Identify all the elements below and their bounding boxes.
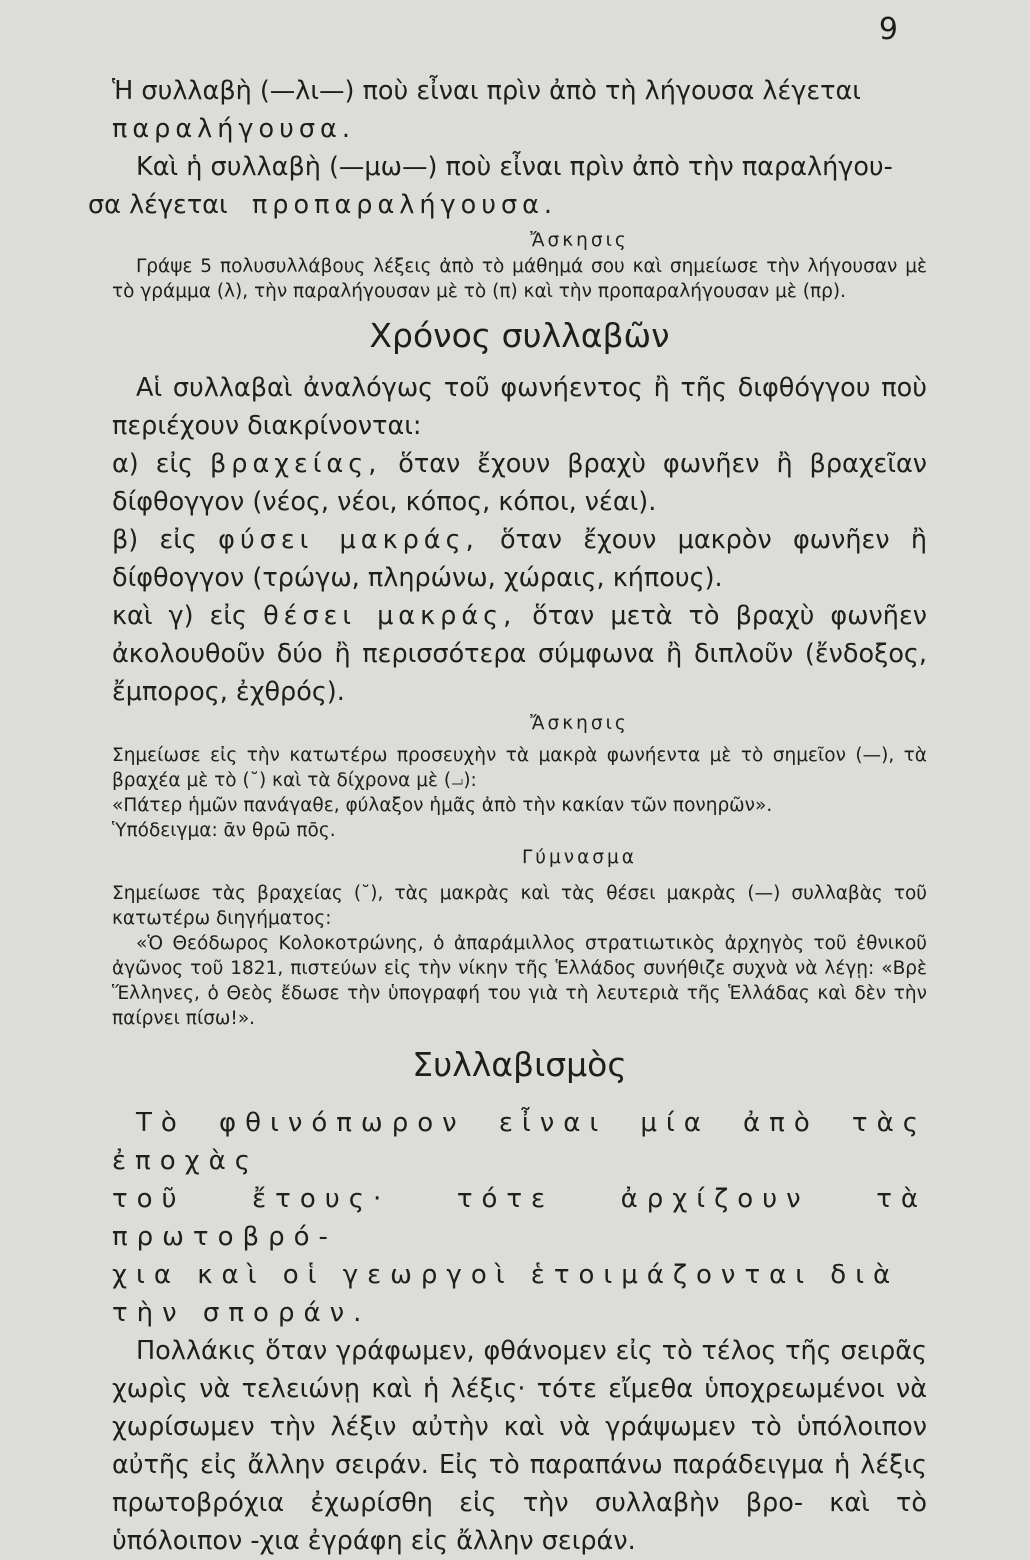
exercise-2-quote: «Πάτερ ἡμῶν πανάγαθε, φύλαξον ἡμᾶς ἀπὸ τὴν κακίαν τῶν πονηρῶν». <box>112 795 773 816</box>
exercise-2-text: Σημείωσε εἰς τὴν κατωτέρω προσευχὴν τὰ μακρὰ φωνήεντα μὲ τὸ σημεῖον (—), τὰ βραχέα μὲ τὸ (˘) καὶ τὰ δίχρονα μὲ (⏗): <box>112 745 927 791</box>
item-c-text: ὅταν μετὰ τὸ βραχὺ φωνῆεν ἀκολουθοῦν δύο ἢ περισσότερα σύμφωνα ἢ διπλοῦν (ἔνδοξος, ἔμπορος, ἐχθρός). <box>112 601 927 707</box>
intro-line3: σα λέγεται <box>88 190 228 220</box>
intro-paragraph-2 <box>88 148 927 224</box>
page-number: 9 <box>878 12 898 47</box>
spaced-line: τὴν σποράν. <box>112 1298 371 1328</box>
page-content <box>88 72 928 1560</box>
spaced-example <box>112 1104 927 1332</box>
item-a-term: βραχείας, <box>210 449 382 479</box>
exercise-1-text: Γράψε 5 πολυσυλλάβους λέξεις ἀπὸ τὸ μάθημά σου καὶ σημείωσε τὴν λήγουσαν μὲ τὸ γράμμα (λ), τὴν παραλήγουσαν μὲ τὸ (π) καὶ τὴν προπαραλήγουσαν μὲ (πρ). <box>112 256 927 302</box>
syllavismos-paragraph: Πολλάκις ὅταν γράφωμεν, φθάνομεν εἰς τὸ τέλος τῆς σειρᾶς χωρὶς νὰ τελειώνῃ καὶ ἡ λέξις· τότε εἴμεθα ὑποχρεωμένοι νὰ χωρίσωμεν τὴν λέξιν αὐτὴν καὶ νὰ γράψωμεν τὸ ὑπόλοιπον αὐτῆς εἰς ἄλλην σειράν. Εἰς τὸ παραπάνω παράδειγμα ἡ λέξις πρωτοβρόχια ἐχωρίσθη εἰς τὴν συλλαβὴν βρο- καὶ τὸ ὑπόλοιπον -χια ἐγράφη εἰς ἄλλην σειράν. <box>112 1336 927 1556</box>
exercise-1-title: Ἄσκησις <box>530 230 629 251</box>
item-a <box>112 445 927 521</box>
item-a-label: α) εἰς <box>112 449 194 479</box>
spaced-line: χια καὶ οἱ γεωργοὶ ἑτοιμάζονται διὰ <box>112 1260 900 1290</box>
spaced-line: τοῦ ἔτους· τότε ἀρχίζουν τὰ πρωτοβρό- <box>112 1184 927 1252</box>
spaced-line: Τὸ φθινόπωρον εἶναι μία ἀπὸ τὰς ἐποχὰς <box>112 1108 927 1176</box>
term-proparaligousa: προπαραλήγουσα. <box>251 190 558 220</box>
exercise-2-example: Ὑπόδειγμα: ᾱν θρω̄ πο̄ς. <box>112 820 336 841</box>
item-c-term: θέσει μακράς, <box>263 601 517 631</box>
item-c-label: καὶ γ) εἰς <box>112 601 247 631</box>
gymnasma-text: Σημείωσε τὰς βραχείας (˘), τὰς μακρὰς καὶ τὰς θέσει μακρὰς (—) συλλαβὰς τοῦ κατωτέρω διηγήματος: <box>112 883 927 929</box>
intro-line2: Καὶ ἡ συλλαβὴ (—μω—) ποὺ εἶναι πρὶν ἀπὸ τὴν παραλήγου- <box>136 152 893 182</box>
intro-paragraph-1 <box>112 72 927 148</box>
section1-intro: Αἱ συλλαβαὶ ἀναλόγως τοῦ φωνήεντος ἢ τῆς διφθόγγου ποὺ περιέχουν διακρίνονται: <box>112 373 927 441</box>
section-title-chronos: Χρόνος συλλαβῶν <box>369 316 670 355</box>
gymnasma-quote: «Ὁ Θεόδωρος Κολοκοτρώνης, ὁ ἀπαράμιλλος στρατιωτικὸς ἀρχηγὸς τοῦ ἐθνικοῦ ἀγῶνος τοῦ 1821, πιστεύων εἰς τὴν νίκην τῆς Ἑλλάδος συνήθιζε συχνὰ νὰ λέγῃ: «Βρὲ Ἕλληνες, ὁ Θεὸς ἔδωσε τὴν ὑπογραφή του γιὰ τὴ λευτεριὰ τῆς Ἑλλάδας καὶ δὲν τὴν παίρνει πίσω!». <box>112 933 927 1029</box>
section-title-syllavismos: Συλλαβισμὸς <box>412 1045 627 1084</box>
item-b-text: ὅταν ἔχουν μακρὸν φωνῆεν ἢ δίφθογγον (τρώγω, πληρώνω, χώραις, κήπους). <box>112 525 927 593</box>
item-c <box>112 597 927 711</box>
item-b-label: β) εἰς <box>112 525 197 555</box>
gymnasma-title: Γύμνασμα <box>521 847 637 868</box>
item-a-text: ὅταν ἔχουν βραχὺ φωνῆεν ἢ βραχεῖαν δίφθογγον (νέος, νέοι, κόπος, κόποι, νέαι). <box>112 449 928 517</box>
term-paraligousa: παραλήγουσα. <box>112 114 355 144</box>
item-b-term: φύσει μακράς, <box>218 525 479 555</box>
intro-line1: Ἡ συλλαβὴ (—λι—) ποὺ εἶναι πρὶν ἀπὸ τὴ λήγουσα λέγεται <box>112 76 861 106</box>
item-b <box>112 521 927 597</box>
exercise-2-title: Ἄσκησις <box>530 713 629 734</box>
